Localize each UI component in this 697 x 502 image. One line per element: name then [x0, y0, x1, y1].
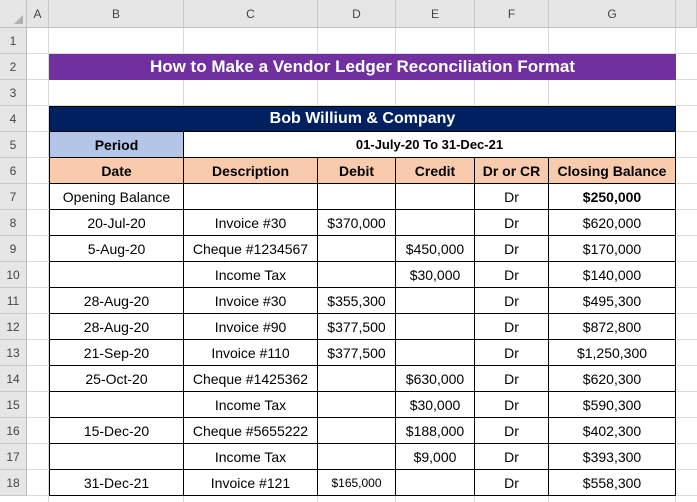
ledger-cell-closing[interactable]: $250,000 [549, 184, 676, 210]
select-all-corner[interactable] [0, 0, 27, 28]
ledger-cell-closing[interactable]: $590,300 [549, 392, 676, 418]
header-description[interactable]: Description [184, 158, 318, 184]
header-credit[interactable]: Credit [396, 158, 475, 184]
ledger-cell-date[interactable]: 28-Aug-20 [49, 288, 184, 314]
ledger-cell-drcr[interactable]: Dr [475, 314, 549, 340]
ledger-cell-date[interactable] [49, 392, 184, 418]
ledger-cell-debit[interactable]: $355,300 [318, 288, 396, 314]
ledger-cell-credit[interactable]: $630,000 [396, 366, 475, 392]
ledger-cell-description[interactable]: Invoice #121 [184, 470, 318, 496]
ledger-cell-credit[interactable] [396, 314, 475, 340]
ledger-cell-debit[interactable]: $377,500 [318, 314, 396, 340]
ledger-cell-drcr[interactable]: Dr [475, 418, 549, 444]
ledger-cell-debit[interactable]: $377,500 [318, 340, 396, 366]
select-all-icon [14, 15, 23, 24]
ledger-cell-credit[interactable]: $188,000 [396, 418, 475, 444]
ledger-cell-closing[interactable]: $140,000 [549, 262, 676, 288]
ledger-cell-description[interactable]: Cheque #1234567 [184, 236, 318, 262]
column-header-d[interactable]: D [318, 0, 396, 28]
row-header-8[interactable]: 8 [0, 210, 27, 236]
ledger-cell-date[interactable]: 28-Aug-20 [49, 314, 184, 340]
column-header-f[interactable]: F [475, 0, 549, 28]
ledger-cell-debit[interactable] [318, 444, 396, 470]
ledger-cell-credit[interactable]: $450,000 [396, 236, 475, 262]
ledger-cell-closing[interactable]: $558,300 [549, 470, 676, 496]
ledger-cell-closing[interactable]: $170,000 [549, 236, 676, 262]
header-debit[interactable]: Debit [318, 158, 396, 184]
ledger-cell-debit[interactable] [318, 392, 396, 418]
ledger-cell-description[interactable]: Income Tax [184, 262, 318, 288]
ledger-cell-debit[interactable] [318, 236, 396, 262]
ledger-cell-description[interactable]: Cheque #1425362 [184, 366, 318, 392]
ledger-cell-description[interactable]: Invoice #110 [184, 340, 318, 366]
ledger-cell-date[interactable]: 25-Oct-20 [49, 366, 184, 392]
ledger-cell-drcr[interactable]: Dr [475, 444, 549, 470]
ledger-cell-date[interactable]: Opening Balance [49, 184, 184, 210]
ledger-cell-description[interactable] [184, 184, 318, 210]
ledger-cell-date[interactable]: 20-Jul-20 [49, 210, 184, 236]
ledger-cell-closing[interactable]: $1,250,300 [549, 340, 676, 366]
row-header-7[interactable]: 7 [0, 184, 27, 210]
ledger-cell-debit[interactable] [318, 184, 396, 210]
row-header-5[interactable]: 5 [0, 132, 27, 158]
ledger-cell-drcr[interactable]: Dr [475, 340, 549, 366]
row-header-18[interactable]: 18 [0, 470, 27, 496]
row-header-9[interactable]: 9 [0, 236, 27, 262]
ledger-cell-description[interactable]: Income Tax [184, 444, 318, 470]
row-header-10[interactable]: 10 [0, 262, 27, 288]
ledger-cell-description[interactable]: Invoice #30 [184, 210, 318, 236]
row-header-14[interactable]: 14 [0, 366, 27, 392]
ledger-cell-credit[interactable]: $9,000 [396, 444, 475, 470]
ledger-cell-debit[interactable]: $370,000 [318, 210, 396, 236]
column-header-a[interactable]: A [27, 0, 49, 28]
ledger-cell-closing[interactable]: $495,300 [549, 288, 676, 314]
page-title: How to Make a Vendor Ledger Reconciliation Format [49, 54, 676, 80]
ledger-cell-drcr[interactable]: Dr [475, 184, 549, 210]
ledger-cell-date[interactable]: 31-Dec-21 [49, 470, 184, 496]
header-drcr[interactable]: Dr or CR [475, 158, 549, 184]
ledger-cell-debit[interactable]: $165,000 [318, 470, 396, 496]
ledger-cell-closing[interactable]: $393,300 [549, 444, 676, 470]
row-header-3[interactable]: 3 [0, 80, 27, 106]
ledger-cell-drcr[interactable]: Dr [475, 366, 549, 392]
ledger-cell-drcr[interactable]: Dr [475, 470, 549, 496]
column-header-filler [676, 0, 697, 28]
row-header-2[interactable]: 2 [0, 54, 27, 80]
ledger-cell-credit[interactable] [396, 288, 475, 314]
ledger-cell-drcr[interactable]: Dr [475, 210, 549, 236]
ledger-cell-drcr[interactable]: Dr [475, 288, 549, 314]
ledger-cell-date[interactable] [49, 444, 184, 470]
row-header-4[interactable]: 4 [0, 106, 27, 132]
period-label[interactable]: Period [49, 132, 184, 158]
ledger-cell-credit[interactable] [396, 470, 475, 496]
column-header-g[interactable]: G [549, 0, 676, 28]
ledger-cell-drcr[interactable]: Dr [475, 262, 549, 288]
column-header-c[interactable]: C [184, 0, 318, 28]
ledger-cell-debit[interactable] [318, 418, 396, 444]
column-header-e[interactable]: E [396, 0, 475, 28]
header-date[interactable]: Date [49, 158, 184, 184]
row-header-15[interactable]: 15 [0, 392, 27, 418]
ledger-cell-description[interactable]: Income Tax [184, 392, 318, 418]
row-header-12[interactable]: 12 [0, 314, 27, 340]
row-header-6[interactable]: 6 [0, 158, 27, 184]
company-name[interactable]: Bob Willium & Company [49, 106, 676, 132]
ledger-cell-date[interactable]: 5-Aug-20 [49, 236, 184, 262]
ledger-cell-drcr[interactable]: Dr [475, 236, 549, 262]
row-header-11[interactable]: 11 [0, 288, 27, 314]
ledger-cell-date[interactable]: 15-Dec-20 [49, 418, 184, 444]
row-header-1[interactable]: 1 [0, 28, 27, 54]
ledger-cell-description[interactable]: Invoice #90 [184, 314, 318, 340]
row-header-17[interactable]: 17 [0, 444, 27, 470]
period-value[interactable]: 01-July-20 To 31-Dec-21 [184, 132, 676, 158]
ledger-cell-credit[interactable] [396, 210, 475, 236]
ledger-cell-credit[interactable]: $30,000 [396, 392, 475, 418]
ledger-cell-drcr[interactable]: Dr [475, 392, 549, 418]
ledger-cell-description[interactable]: Invoice #30 [184, 288, 318, 314]
ledger-cell-closing[interactable]: $402,300 [549, 418, 676, 444]
row-header-16[interactable]: 16 [0, 418, 27, 444]
ledger-cell-credit[interactable] [396, 184, 475, 210]
ledger-cell-description[interactable]: Cheque #5655222 [184, 418, 318, 444]
ledger-cell-closing[interactable]: $872,800 [549, 314, 676, 340]
ledger-cell-date[interactable]: 21-Sep-20 [49, 340, 184, 366]
column-header-b[interactable]: B [49, 0, 184, 28]
row-header-13[interactable]: 13 [0, 340, 27, 366]
ledger-cell-credit[interactable] [396, 340, 475, 366]
ledger-cell-closing[interactable]: $620,300 [549, 366, 676, 392]
header-closing[interactable]: Closing Balance [549, 158, 676, 184]
ledger-cell-credit[interactable]: $30,000 [396, 262, 475, 288]
ledger-cell-debit[interactable] [318, 366, 396, 392]
ledger-cell-date[interactable] [49, 262, 184, 288]
ledger-cell-closing[interactable]: $620,000 [549, 210, 676, 236]
ledger-cell-debit[interactable] [318, 262, 396, 288]
